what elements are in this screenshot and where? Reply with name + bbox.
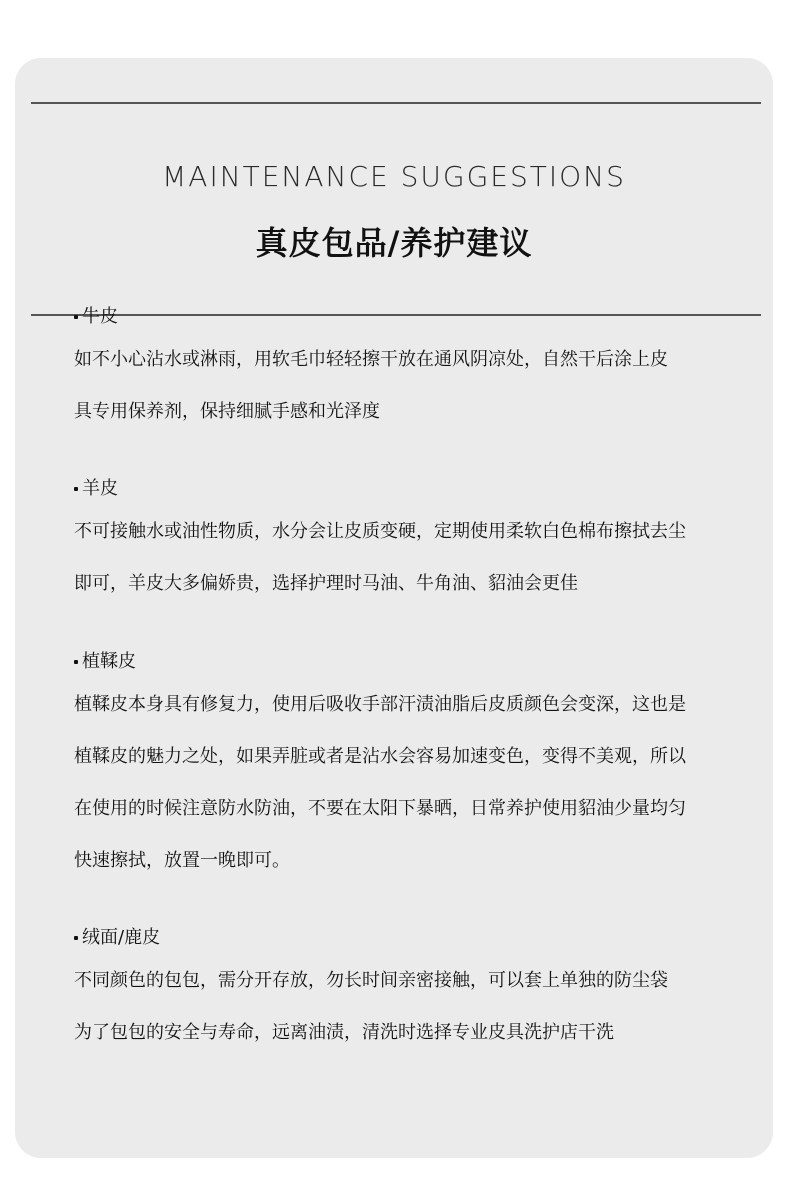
section-line: 不同颜色的包包，需分开存放，勿长时间亲密接触，可以套上单独的防尘袋 — [74, 970, 668, 991]
english-title: MAINTENANCE SUGGESTIONS — [162, 160, 626, 193]
bullet-icon — [74, 936, 78, 940]
section-sheepskin — [74, 474, 734, 610]
bullet-icon — [74, 660, 78, 664]
section-line: 不可接触水或油性物质，水分会让皮质变硬，定期使用柔软白色棉布擦拭去尘 — [74, 521, 686, 542]
section-body — [74, 955, 734, 1059]
section-line: 植鞣皮的魅力之处，如果弄脏或者是沾水会容易加速变色，变得不美观，所以 — [74, 746, 686, 767]
section-heading — [74, 302, 734, 332]
section-heading-label: 羊皮 — [82, 478, 118, 499]
section-line: 为了包包的安全与寿命，远离油渍，清洗时选择专业皮具洗护店干洗 — [74, 1022, 614, 1043]
chinese-title: 真皮包品/养护建议 — [255, 224, 533, 262]
bullet-icon — [74, 487, 78, 491]
section-suede — [74, 923, 734, 1059]
section-line: 快速擦拭，放置一晚即可。 — [74, 850, 290, 871]
section-vegetable-tanned — [74, 647, 734, 887]
section-line: 如不小心沾水或淋雨，用软毛巾轻轻擦干放在通风阴凉处，自然干后涂上皮 — [74, 349, 668, 370]
section-heading — [74, 474, 734, 504]
top-divider — [31, 102, 761, 104]
section-line: 即可，羊皮大多偏娇贵，选择护理时马油、牛角油、貂油会更佳 — [74, 573, 578, 594]
section-line: 具专用保养剂，保持细腻手感和光泽度 — [74, 401, 380, 422]
section-body — [74, 506, 734, 610]
section-line: 植鞣皮本身具有修复力，使用后吸收手部汗渍油脂后皮质颜色会变深，这也是 — [74, 694, 686, 715]
section-heading-label: 牛皮 — [82, 306, 118, 327]
section-heading — [74, 647, 734, 677]
bullet-icon — [74, 315, 78, 319]
section-heading — [74, 923, 734, 953]
section-line: 在使用的时候注意防水防油，不要在太阳下暴晒，日常养护使用貂油少量均匀 — [74, 798, 686, 819]
section-body — [74, 334, 734, 438]
section-heading-label: 绒面/鹿皮 — [82, 927, 161, 948]
section-cowhide — [74, 302, 734, 438]
section-heading-label: 植鞣皮 — [82, 651, 136, 672]
section-body — [74, 679, 734, 887]
